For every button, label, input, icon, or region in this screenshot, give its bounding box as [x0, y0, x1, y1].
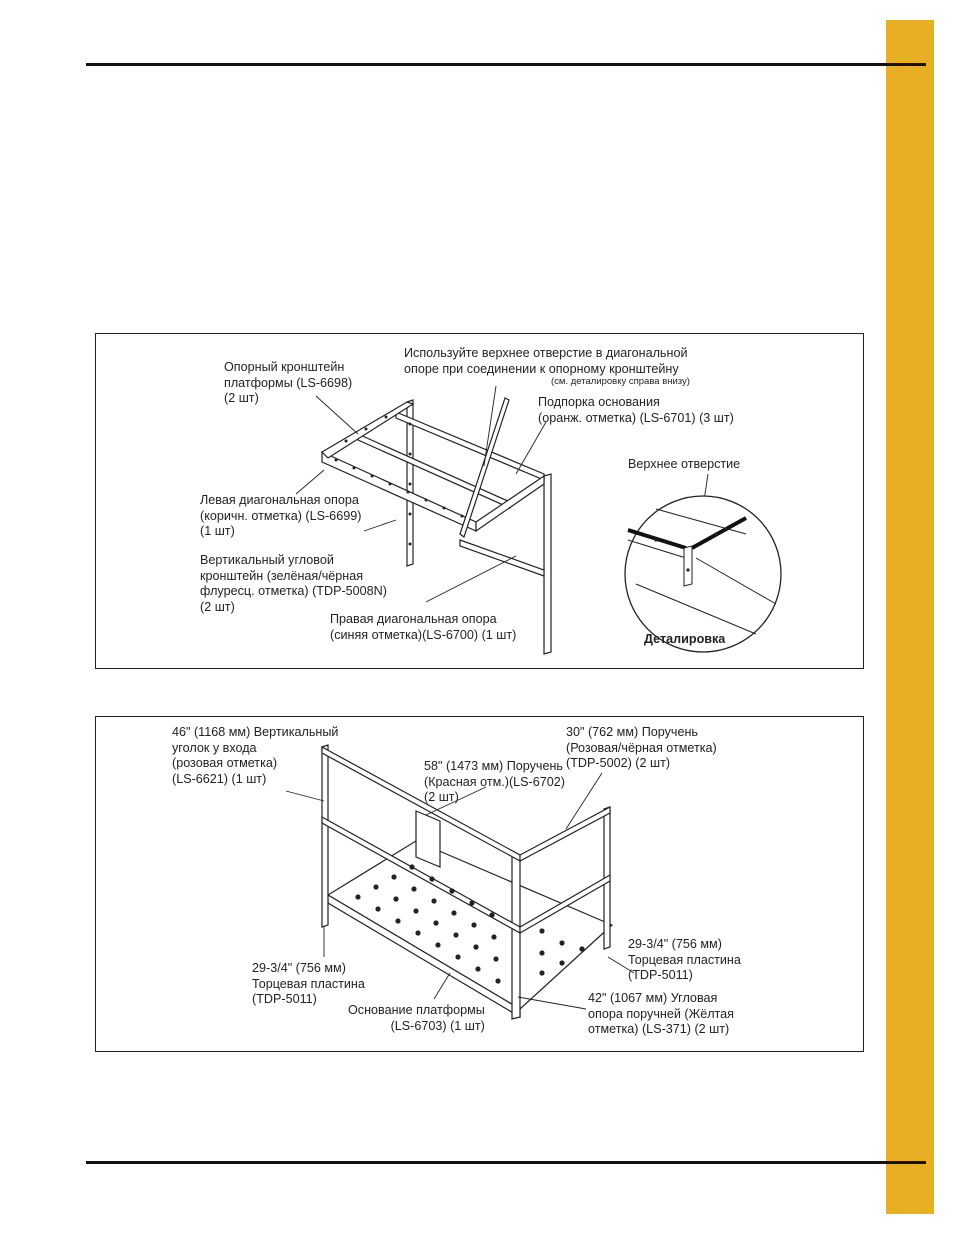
end-plate-back	[416, 811, 440, 867]
corner-handrail-support	[512, 855, 520, 1019]
label-vertical-corner-bracket: Вертикальный угловой кронштейн (зелёная/чёрная флуресц. отметка) (TDP-5008N) (2 шт)	[200, 553, 387, 614]
handrail-30-top	[520, 807, 610, 861]
right-diagonal-support	[460, 540, 544, 576]
platform-bracket-side	[322, 402, 413, 458]
figure-platform-assembly	[95, 716, 864, 1052]
label-base-support: Подпорка основания (оранж. отметка) (LS-6701) (3 шт)	[538, 395, 734, 425]
label-handrail-30: 30" (762 мм) Поручень (Розовая/чёрная отметка) (TDP-5002) (2 шт)	[566, 725, 717, 770]
chapter-side-tab	[886, 20, 934, 1214]
footer-rule	[86, 1161, 926, 1164]
label-left-diagonal: Левая диагональная опора (коричн. отметка) (LS-6699) (1 шт)	[200, 493, 362, 538]
label-entry-angle: 46" (1168 мм) Вертикальный уголок у входа (розовая отметка) (LS-6621) (1 шт)	[172, 725, 339, 786]
label-corner-support: 42" (1067 мм) Угловая опора поручней (Жёлтая отметка) (LS-371) (2 шт)	[588, 991, 734, 1036]
label-end-plate-right: 29-3/4" (756 мм) Торцевая пластина (TDP-5011)	[628, 937, 741, 982]
label-platform-bracket: Опорный кронштейн платформы (LS-6698) (2 шт)	[224, 360, 353, 405]
label-handrail-58: 58" (1473 мм) Поручень (Красная отм.)(LS-6702) (2 шт)	[424, 759, 565, 804]
label-top-hole-note: Используйте верхнее отверстие в диагональной опоре при соединении к опорному кронштейну	[404, 346, 688, 376]
label-platform-base: Основание платформы (LS-6703) (1 шт)	[348, 1003, 485, 1033]
vertical-corner-bracket-right	[544, 474, 551, 654]
platform-bracket-right	[476, 476, 544, 531]
label-detail: Деталировка	[644, 632, 726, 646]
base-support-rear	[396, 412, 544, 480]
label-top-hole-note-small: (см. деталировку справа внизу)	[551, 376, 690, 387]
label-right-diagonal: Правая диагональная опора (синяя отметка)(LS-6700) (1 шт)	[330, 612, 517, 642]
label-upper-hole: Верхнее отверстие	[628, 457, 741, 471]
figure-support-bracket-assembly	[95, 333, 864, 669]
header-rule	[86, 63, 926, 66]
detail-view	[625, 496, 781, 652]
label-end-plate-left: 29-3/4" (756 мм) Торцевая пластина (TDP-5011)	[252, 961, 365, 1006]
